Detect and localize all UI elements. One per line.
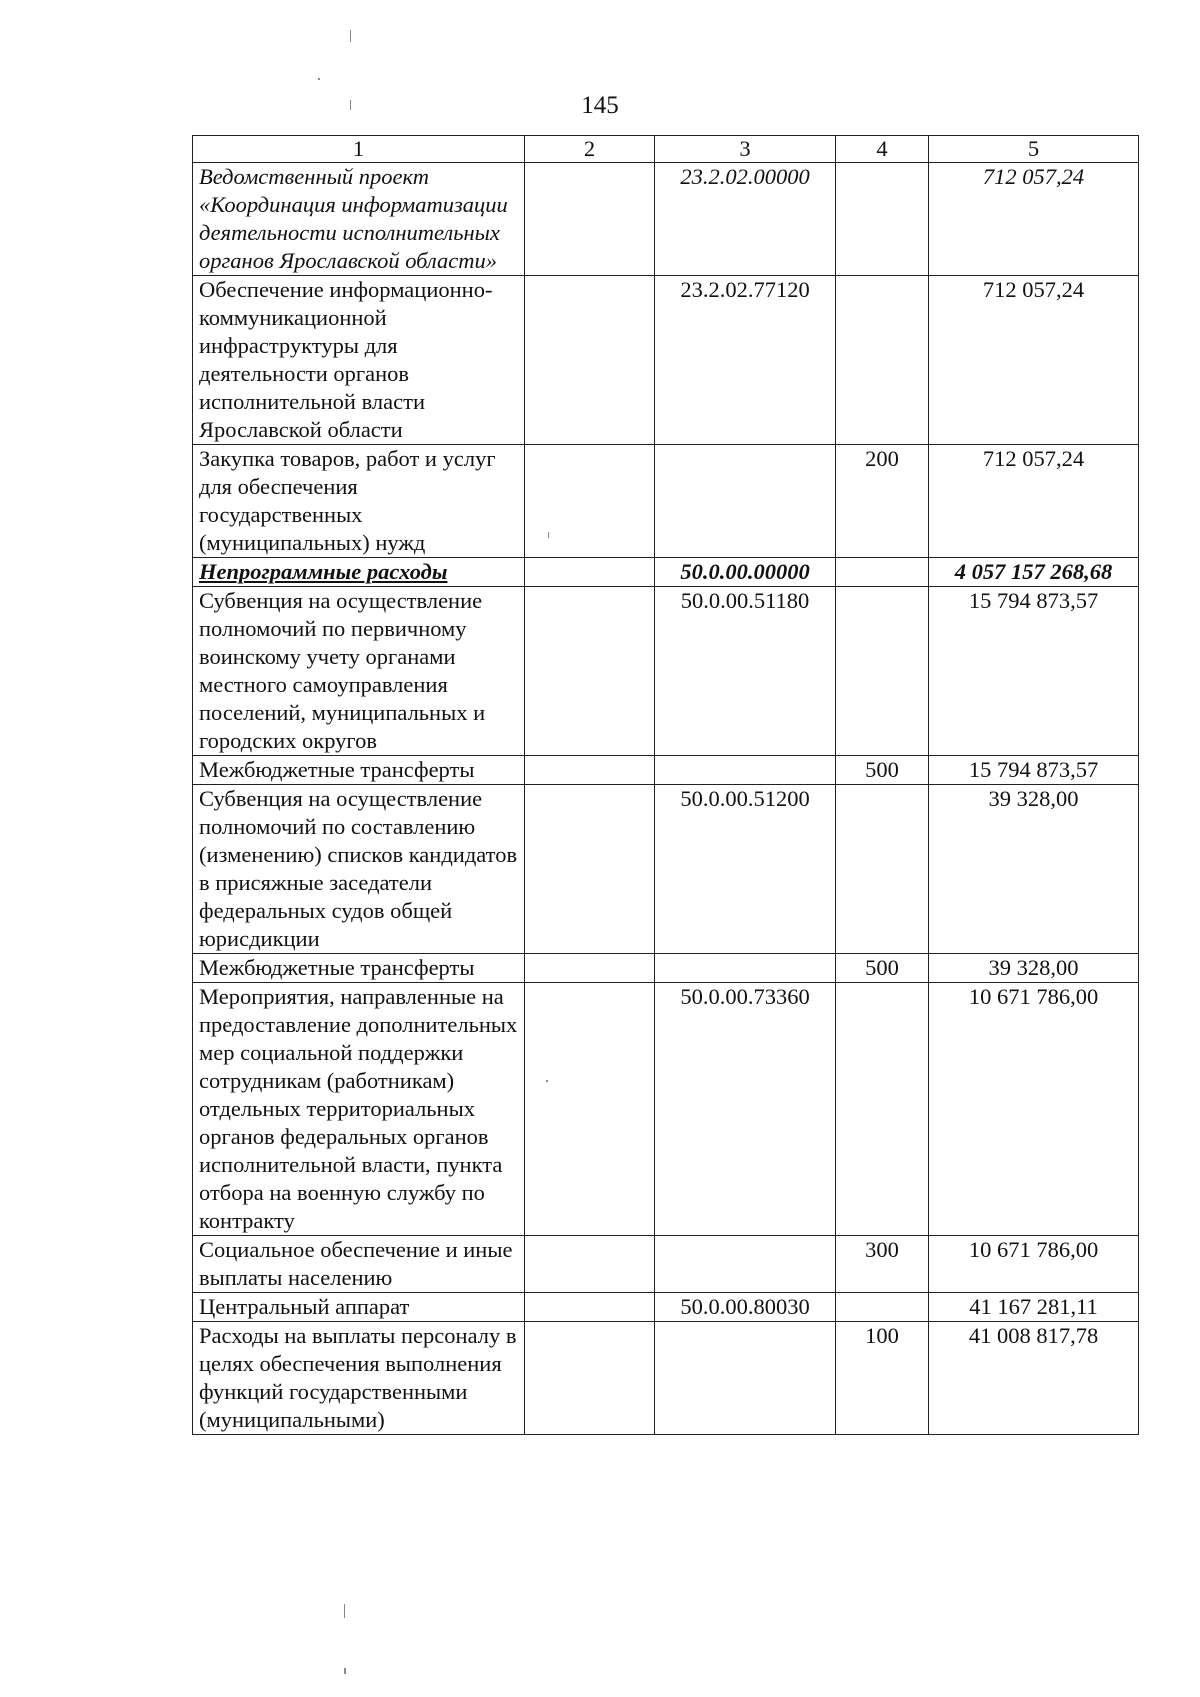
- row-name-cell: Закупка товаров, работ и услуг для обеспечения государственных (муниципальных) нужд: [193, 445, 525, 558]
- row-col2-cell: [525, 1293, 655, 1322]
- row-col2-cell: [525, 785, 655, 954]
- budget-table: [192, 135, 1139, 1435]
- table-row: [193, 983, 1139, 1236]
- row-col2-cell: [525, 587, 655, 756]
- table-row: [193, 1293, 1139, 1322]
- table-row: [193, 163, 1139, 276]
- row-code-cell: [655, 756, 836, 785]
- table-body: [193, 163, 1139, 1435]
- scan-speck: [350, 100, 351, 110]
- table-row: [193, 276, 1139, 445]
- scan-speck: [344, 1668, 346, 1674]
- row-code-cell: [655, 445, 836, 558]
- row-name-cell: Обеспечение информационно-коммуникационной инфраструктуры для деятельности органов исполнительной власти Ярославской области: [193, 276, 525, 445]
- row-type-cell: [836, 558, 929, 587]
- row-amount-cell: 10 671 786,00: [929, 983, 1139, 1236]
- column-header-2: 2: [525, 136, 655, 163]
- row-amount-cell: 712 057,24: [929, 445, 1139, 558]
- column-header-1: 1: [193, 136, 525, 163]
- scan-speck: [350, 30, 351, 42]
- table-row: [193, 587, 1139, 756]
- row-name-cell: Мероприятия, направленные на предоставление дополнительных мер социальной поддержки сотрудникам (работникам) отдельных территориальных органов федеральных органов исполнительной власти, пункта отбора на военную службу по контракту: [193, 983, 525, 1236]
- row-name-cell: Субвенция на осуществление полномочий по составлению (изменению) списков кандидатов в присяжные заседатели федеральных судов общей юрисдикции: [193, 785, 525, 954]
- row-col2-cell: [525, 163, 655, 276]
- table-row: [193, 756, 1139, 785]
- row-amount-cell: 712 057,24: [929, 163, 1139, 276]
- row-code-cell: 23.2.02.77120: [655, 276, 836, 445]
- scan-speck: [546, 1080, 548, 1082]
- row-code-cell: 23.2.02.00000: [655, 163, 836, 276]
- row-amount-cell: 712 057,24: [929, 276, 1139, 445]
- row-name-cell: Субвенция на осуществление полномочий по первичному воинскому учету органами местного самоуправления поселений, муниципальных и городских округов: [193, 587, 525, 756]
- row-col2-cell: [525, 954, 655, 983]
- row-amount-cell: 10 671 786,00: [929, 1236, 1139, 1293]
- row-code-cell: [655, 1322, 836, 1435]
- table-row: [193, 1322, 1139, 1435]
- row-amount-cell: 15 794 873,57: [929, 587, 1139, 756]
- row-col2-cell: [525, 983, 655, 1236]
- row-type-cell: [836, 1293, 929, 1322]
- row-code-cell: [655, 1236, 836, 1293]
- header-row: [193, 136, 1139, 163]
- row-type-cell: [836, 587, 929, 756]
- scan-speck: [318, 78, 320, 80]
- row-name-cell: Расходы на выплаты персоналу в целях обеспечения выполнения функций государственными (муниципальными): [193, 1322, 525, 1435]
- row-col2-cell: [525, 1236, 655, 1293]
- table-row: [193, 445, 1139, 558]
- row-code-cell: 50.0.00.51200: [655, 785, 836, 954]
- row-type-cell: 100: [836, 1322, 929, 1435]
- row-name-cell: Непрограммные расходы: [193, 558, 525, 587]
- row-type-cell: 300: [836, 1236, 929, 1293]
- row-amount-cell: 15 794 873,57: [929, 756, 1139, 785]
- row-amount-cell: 41 167 281,11: [929, 1293, 1139, 1322]
- table-row: [193, 954, 1139, 983]
- row-col2-cell: [525, 558, 655, 587]
- column-header-3: 3: [655, 136, 836, 163]
- row-amount-cell: 39 328,00: [929, 785, 1139, 954]
- scan-speck: [344, 1604, 345, 1618]
- row-code-cell: 50.0.00.73360: [655, 983, 836, 1236]
- row-code-cell: 50.0.00.00000: [655, 558, 836, 587]
- column-header-4: 4: [836, 136, 929, 163]
- row-name-cell: Межбюджетные трансферты: [193, 954, 525, 983]
- row-type-cell: 200: [836, 445, 929, 558]
- row-name-cell: Межбюджетные трансферты: [193, 756, 525, 785]
- row-amount-cell: 41 008 817,78: [929, 1322, 1139, 1435]
- table-row: [193, 558, 1139, 587]
- table-header: [193, 136, 1139, 163]
- row-type-cell: [836, 276, 929, 445]
- row-code-cell: 50.0.00.80030: [655, 1293, 836, 1322]
- row-col2-cell: [525, 445, 655, 558]
- row-code-cell: [655, 954, 836, 983]
- row-code-cell: 50.0.00.51180: [655, 587, 836, 756]
- table-row: [193, 785, 1139, 954]
- column-header-5: 5: [929, 136, 1139, 163]
- row-type-cell: [836, 983, 929, 1236]
- row-type-cell: [836, 785, 929, 954]
- scan-speck: [548, 532, 549, 538]
- row-name-cell: Социальное обеспечение и иные выплаты населению: [193, 1236, 525, 1293]
- row-col2-cell: [525, 756, 655, 785]
- row-name-cell: Центральный аппарат: [193, 1293, 525, 1322]
- row-amount-cell: 39 328,00: [929, 954, 1139, 983]
- page-number: 145: [581, 92, 619, 119]
- row-type-cell: 500: [836, 954, 929, 983]
- row-amount-cell: 4 057 157 268,68: [929, 558, 1139, 587]
- row-type-cell: 500: [836, 756, 929, 785]
- row-type-cell: [836, 163, 929, 276]
- row-col2-cell: [525, 276, 655, 445]
- row-col2-cell: [525, 1322, 655, 1435]
- table-row: [193, 1236, 1139, 1293]
- row-name-cell: Ведомственный проект «Координация информатизации деятельности исполнительных органов Ярославской области»: [193, 163, 525, 276]
